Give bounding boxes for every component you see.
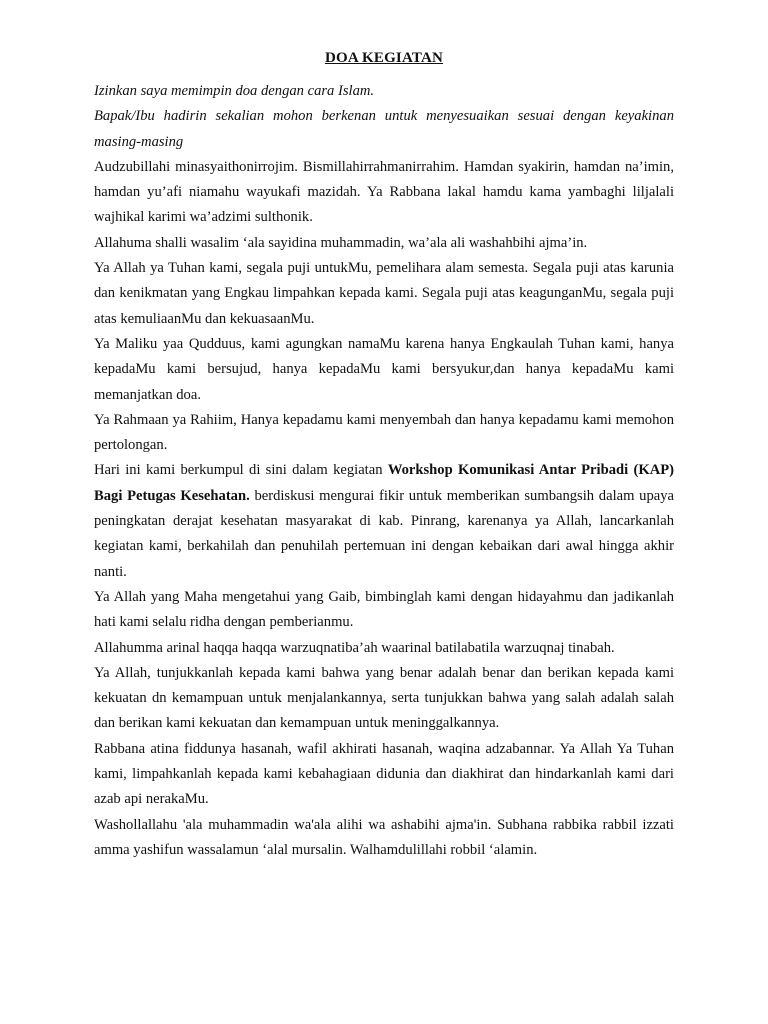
paragraph-closing: Washollallahu 'ala muhammadin wa'ala alihi wa ashabihi ajma'in. Subhana rabbika rabbil izzati amma yashifun wassalamun ‘alal mursalin. Walhamdulillahi robbil ‘alamin. bbox=[94, 816, 674, 858]
workshop-name: Workshop Komunikasi Antar Pribadi (KAP) Bagi Petugas Kesehatan. bbox=[94, 462, 675, 504]
paragraph-taawudz: Audzubillahi minasyaithonirrojim. Bismillahirrahmanirrahim. Hamdan syakirin, hamdan na’imin, hamdan yu’afi niamahu wayukafi mazidah. Ya Rabbana lakal hamdu kama yambaghi liljalali wajhikal karimi wa’adzimi sulthonik. bbox=[94, 158, 674, 226]
workshop-text-after: berdiskusi mengurai fikir untuk memberikan sumbangsih dalam upaya peningkatan derajat kesehatan masyarakat di kab. Pinrang, karenanya ya Allah, lancarkanlah kegiatan kami, berkahilah dan penuhilah pertemuan ini dengan kebaikan dari awal hingga akhir nanti. bbox=[94, 487, 674, 580]
paragraph-allahumma-arinal: Allahumma arinal haqqa haqqa warzuqnatiba’ah waarinal batilabatila warzuqnaj tinabah. bbox=[94, 639, 615, 656]
paragraph-maliku: Ya Maliku yaa Qudduus, kami agungkan namaMu karena hanya Engkaulah Tuhan kami, hanya kepadaMu kami bersujud, hanya kepadaMu kami bersyukur,dan hanya kepadaMu kami memanjatkan doa. bbox=[94, 335, 674, 403]
workshop-text-before: Hari ini kami berkumpul di sini dalam kegiatan bbox=[94, 462, 388, 479]
intro-line-2: Bapak/Ibu hadirin sekalian mohon berkenan untuk menyesuaikan sesuai dengan keyakinan masing-masing bbox=[94, 108, 674, 150]
paragraph-workshop bbox=[94, 458, 674, 584]
paragraph-tunjukkanlah: Ya Allah, tunjukkanlah kepada kami bahwa yang benar adalah benar dan berikan kepada kami kekuatan dn kemampuan untuk menjalankannya, serta tunjukkan bahwa yang salah adalah salah dan berikan kami kekuatan dan kemampuan untuk meninggalkannya. bbox=[94, 664, 674, 732]
intro-line-1: Izinkan saya memimpin doa dengan cara Islam. bbox=[94, 83, 375, 99]
document-title: DOA KEGIATAN bbox=[324, 50, 444, 66]
paragraph-shalawat: Allahuma shalli wasalim ‘ala sayidina muhammadin, wa’ala ali washahbihi ajma’in. bbox=[94, 234, 588, 251]
paragraph-gaib: Ya Allah yang Maha mengetahui yang Gaib, bimbinglah kami dengan hidayahmu dan jadikanlah hati kami selalu ridha dengan pemberianmu. bbox=[94, 588, 674, 631]
paragraph-rabbana: Rabbana atina fiddunya hasanah, wafil akhirati hasanah, waqina adzabannar. Ya Allah Ya Tuhan kami, limpahkanlah kepada kami kebahagiaan didunia dan diakhirat dan hindarkanlah kami dari azab api nerakaMu. bbox=[94, 740, 674, 808]
paragraph-praise: Ya Allah ya Tuhan kami, segala puji untukMu, pemelihara alam semesta. Segala puji atas karunia dan kenikmatan yang Engkau limpahkan kepada kami. Segala puji atas keagunganMu, segala puji atas kemuliaanMu dan kekuasaanMu. bbox=[94, 260, 674, 327]
paragraph-rahmaan: Ya Rahmaan ya Rahiim, Hanya kepadamu kami menyembah dan hanya kepadamu kami memohon pertolongan. bbox=[94, 411, 674, 454]
